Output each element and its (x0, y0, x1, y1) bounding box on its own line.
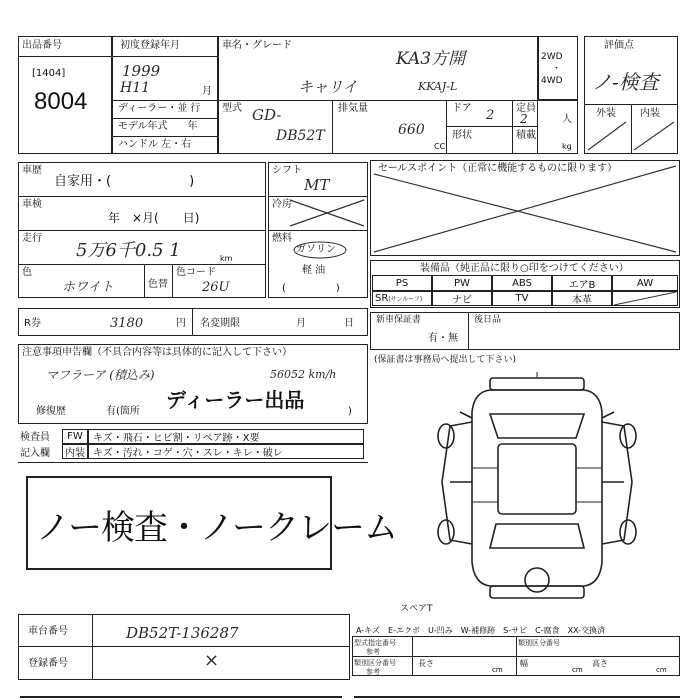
inspector-in: 内装 (62, 444, 88, 459)
notes-line1: マフラーア (積込み) (46, 368, 155, 382)
name-h-divider-2 (446, 126, 538, 127)
chassis-label: 車台番号 (28, 626, 68, 637)
mileage-unit: km (220, 254, 233, 263)
fuel-label: 燃料 (272, 233, 292, 244)
reg-divider-2 (112, 100, 218, 101)
reg-number-value: × (204, 650, 220, 671)
mileage-label: 走行 (22, 233, 42, 244)
displacement-label: 排気量 (338, 103, 368, 114)
chassis-value: DB52T-136287 (126, 624, 239, 642)
sales-cross (370, 160, 680, 256)
history-value: 自家用・( ) (54, 174, 195, 189)
capacity-value: 2 (520, 112, 528, 126)
capacity-unit: 人 (562, 114, 572, 125)
spec-v2 (516, 636, 517, 676)
name-v-divider-2 (446, 100, 447, 154)
recycle-value: 3180 (110, 316, 144, 331)
chassis-mid (18, 646, 350, 647)
inspect-inner: 内装 (640, 108, 660, 119)
history-div-3 (18, 264, 266, 265)
lot-label: 出品番号 (22, 40, 62, 51)
history-div-1 (18, 196, 266, 197)
color-value: ホワイト (62, 280, 114, 295)
equip-ps: PS (372, 275, 432, 291)
name-change-day: 日 (344, 318, 354, 329)
load-label: 積載 (516, 130, 536, 141)
reg-label: 初度登録年月 (120, 40, 180, 51)
shape-label: 形状 (452, 130, 472, 141)
dealer-row2: モデル年式 年 (118, 121, 198, 132)
color-label: 色 (22, 267, 32, 278)
inspector-fw-text: キズ・飛石・ヒビ割・リペア跡・X要 (88, 429, 364, 444)
inspect-outer: 外装 (596, 108, 616, 119)
inspector-fw: FW (62, 429, 88, 444)
notes-repair-opt: 有(箇所 (106, 406, 140, 417)
reg-era: H11 (120, 80, 151, 96)
notes-line1b: 56052 km/h (270, 368, 337, 381)
displacement-value: 660 (398, 122, 425, 138)
load-unit: kg (562, 142, 572, 151)
model-value: GD- (252, 106, 282, 124)
equip-sr-sub: (サンルーフ) (388, 296, 423, 303)
score-label: 評価点 (604, 40, 634, 51)
ac-label: 冷房 (272, 199, 292, 210)
dealer-row1: ディーラー・並 行 (118, 103, 201, 114)
drive-cap-box (538, 100, 578, 154)
name-box (218, 36, 538, 154)
door-label: ドア (452, 103, 472, 114)
color-code-label: 色コード (176, 267, 216, 278)
lot-divider (18, 56, 112, 57)
warranty-value: 有・無 (428, 333, 458, 344)
name-change-month: 月 (296, 318, 306, 329)
equip-tv: TV (492, 291, 552, 306)
equip-slash (612, 291, 678, 306)
recycle-label: R券 (24, 318, 41, 329)
door-value: 2 (486, 108, 495, 123)
shift-value: MT (304, 176, 330, 194)
equip-label: 装備品（純正品に限り○印をつけてください） (420, 263, 629, 274)
color-v-div (144, 264, 145, 298)
shaken-text: 年 ×月( 日) (108, 211, 200, 225)
equip-sr-label: SR (375, 293, 389, 304)
name-grade: KKAJ-L (418, 80, 458, 93)
color-code: 26U (202, 280, 230, 295)
inspector-line (18, 462, 368, 463)
reg-year: 1999 (122, 62, 161, 80)
history-label: 車歴 (22, 165, 42, 176)
lot-code: [1404] (32, 68, 66, 79)
shaken-label: 車検 (22, 199, 42, 210)
color-tone-label: 色替 (148, 279, 168, 290)
equip-leather: 本革 (552, 291, 612, 306)
equip-pw: PW (432, 275, 492, 291)
fuel-circle (292, 240, 348, 260)
displacement-unit: CC (434, 142, 446, 151)
no-claim-text: ノー検査・ノークレーム (36, 509, 397, 547)
spec-hgt-label: 高さ (592, 659, 608, 668)
inspector-in-text: キズ・汚れ・コゲ・穴・スレ・キレ・破レ (88, 444, 364, 459)
name-label: 車名・グレード (222, 40, 292, 51)
spec-cat-label: 類別区分番号 (354, 659, 396, 667)
ac-cross (268, 196, 368, 230)
spec-cm-1: cm (492, 666, 503, 674)
reg-number-label: 登録番号 (28, 658, 68, 669)
notes-repair-label: 修復歴 (36, 406, 66, 417)
fuel-light: 軽 油 (302, 265, 326, 276)
warranty-label: 新車保証書 (376, 315, 422, 325)
reg-month: 月 (202, 86, 212, 97)
inspector-label1: 検査員 (20, 432, 50, 443)
reg-divider (112, 56, 218, 57)
name-car: キャリイ (298, 78, 358, 96)
dealer-stamp: ディーラー出品 (166, 390, 305, 412)
mileage-value: 5万6千0.5 1 (76, 240, 181, 261)
model-label: 型式 (222, 103, 242, 114)
model-value2: DB52T (276, 128, 325, 144)
notes-label: 注意事項申告欄（不具合内容等は具体的に記入して下さい） (22, 347, 292, 358)
score-slash-lines (584, 118, 678, 154)
notes-repair-close: ) (348, 406, 352, 417)
lot-number: 8004 (34, 88, 88, 115)
shift-div-2 (268, 230, 368, 231)
spec-std-label: 型式指定番号 (354, 639, 396, 647)
warranty-later: 後日品 (474, 315, 502, 325)
inspector-label2: 記入欄 (20, 448, 50, 459)
reg-divider-3 (112, 118, 218, 119)
sales-label: セールスポイント（正常に機能するものに限ります） (378, 163, 618, 174)
drive-dot: ・ (552, 64, 562, 74)
spec-ref-label: 参考 (366, 648, 380, 656)
spec-ref-label-2: 参考 (366, 668, 380, 676)
recycle-unit: 円 (176, 318, 186, 329)
capacity-label: 定員 (516, 103, 536, 114)
equip-airbag: エアB (552, 275, 612, 291)
drive-2wd: 2WD (541, 52, 563, 62)
spec-cm-2: cm (572, 666, 583, 674)
equip-abs: ABS (492, 275, 552, 291)
history-div-2 (18, 230, 266, 231)
spec-wid-label: 幅 (520, 659, 528, 668)
score-value: ノ-検査 (592, 70, 659, 94)
drive-4wd: 4WD (541, 76, 563, 86)
spec-cm-3: cm (656, 666, 667, 674)
name-v-divider (332, 100, 333, 154)
spare-label: スペアT (400, 604, 433, 614)
name-h-divider (218, 100, 538, 101)
fuel-paren: ( ) (282, 283, 340, 294)
equip-aw: AW (612, 275, 678, 291)
warranty-note: (保証書は事務局へ提出して下さい) (374, 355, 517, 365)
name-v-divider-3 (512, 100, 513, 154)
reg-divider-4 (112, 136, 218, 137)
legend-text: A-キズ E-エクボ U-凹み W-補修跡 S-サビ C-腐食 XX-交換済 (356, 626, 606, 635)
equip-navi: ナビ (432, 291, 492, 306)
spec-cat-label-2: 類別区分番号 (518, 639, 560, 647)
dealer-row3: ハンドル 左・右 (118, 139, 192, 150)
equip-sr (372, 291, 432, 306)
color-v-div-2 (172, 264, 173, 298)
fuel-gas: ガソリン (296, 244, 336, 255)
warranty-div (468, 312, 469, 350)
car-diagram (432, 372, 642, 612)
shift-label: シフト (272, 165, 302, 176)
spec-v (412, 636, 413, 676)
bottom-line-right (354, 696, 680, 698)
bottom-line-left (20, 696, 342, 698)
name-change-label: 名変期限 (200, 318, 240, 329)
recycle-div (192, 308, 193, 336)
spec-len-label: 長さ (418, 659, 434, 668)
chassis-v (92, 614, 93, 680)
recycle-box (18, 308, 368, 336)
name-grade-hw: KA3方開 (396, 49, 466, 69)
